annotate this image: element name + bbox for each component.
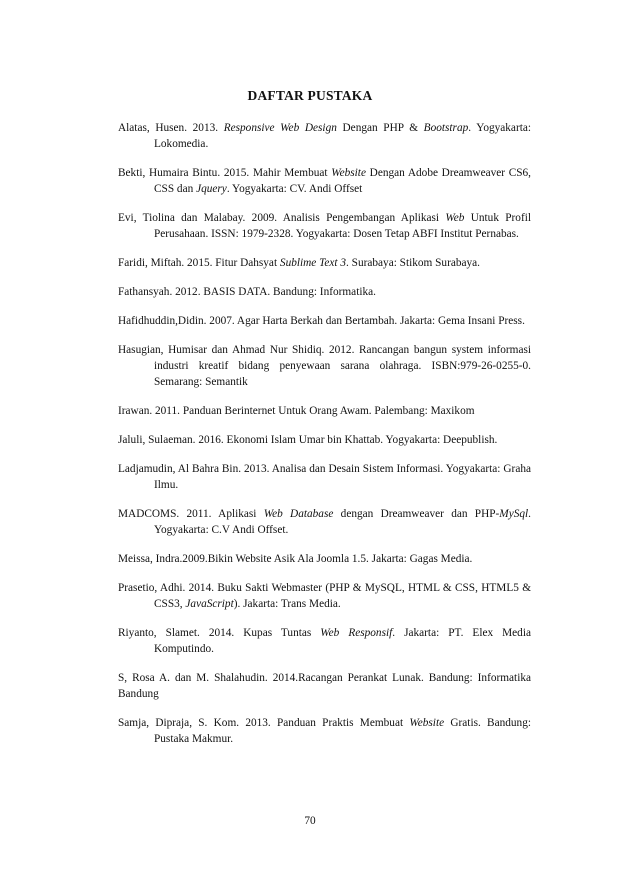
reference-italic-text: Responsive Web Design bbox=[223, 122, 337, 134]
reference-italic-text: Jquery bbox=[196, 183, 227, 195]
reference-text: Bekti, Humaira Bintu. 2015. Mahir Membuat bbox=[118, 167, 332, 179]
reference-text: ). Jakarta: Trans Media. bbox=[233, 598, 341, 610]
reference-text: . Jakarta: PT. Elex Media Komputindo. bbox=[154, 627, 531, 655]
reference-entry bbox=[118, 506, 531, 538]
reference-text: Samja, Dipraja, S. Kom. 2013. Panduan Praktis Membuat bbox=[118, 717, 410, 729]
reference-text: Hafidhuddin,Didin. 2007. Agar Harta Berkah dan Bertambah. Jakarta: Gema Insani Press. bbox=[118, 315, 525, 327]
reference-entry bbox=[118, 313, 531, 329]
reference-text: S, Rosa A. dan M. Shalahudin. 2014.Racangan Perankat Lunak. Bandung: Informatika Bandung bbox=[118, 672, 531, 700]
reference-text: Evi, Tiolina dan Malabay. 2009. Analisis Pengembangan Aplikasi bbox=[118, 212, 446, 224]
reference-italic-text: MySql bbox=[499, 508, 529, 520]
reference-text: Irawan. 2011. Panduan Berinternet Untuk Orang Awam. Palembang: Maxikom bbox=[118, 405, 475, 417]
reference-text: Prasetio, Adhi. 2014. Buku Sakti Webmaster (PHP & MySQL, HTML & CSS, HTML5 & CSS3, bbox=[118, 582, 531, 610]
reference-text: . Yogyakarta: CV. Andi Offset bbox=[226, 183, 363, 195]
reference-text: . Yogyakarta: C.V Andi Offset. bbox=[154, 508, 531, 536]
reference-entry bbox=[118, 120, 531, 152]
reference-text: MADCOMS. 2011. Aplikasi bbox=[118, 508, 264, 520]
reference-entry bbox=[118, 255, 531, 271]
reference-italic-text: Web bbox=[445, 212, 465, 224]
reference-italic-text: Website bbox=[331, 167, 366, 179]
reference-text: Untuk Profil Perusahaan. ISSN: 1979-2328. Yogyakarta: Dosen Tetap ABFI Institut Pernabas. bbox=[154, 212, 531, 240]
reference-entry bbox=[118, 670, 531, 702]
reference-text: Faridi, Miftah. 2015. Fitur Dahsyat bbox=[118, 257, 280, 269]
reference-entry bbox=[118, 551, 531, 567]
reference-text: Dengan PHP & bbox=[336, 122, 424, 134]
page-title: DAFTAR PUSTAKA bbox=[247, 88, 373, 103]
reference-entry bbox=[118, 625, 531, 657]
reference-entry bbox=[118, 403, 531, 419]
reference-text: Meissa, Indra.2009.Bikin Website Asik Ala Joomla 1.5. Jakarta: Gagas Media. bbox=[118, 553, 473, 565]
page-number: 70 bbox=[304, 815, 316, 827]
reference-text: dengan Dreamweaver dan PHP- bbox=[333, 508, 500, 520]
reference-entry bbox=[118, 461, 531, 493]
reference-text: Alatas, Husen. 2013. bbox=[118, 122, 224, 134]
reference-italic-text: Sublime Text 3 bbox=[279, 257, 347, 269]
reference-italic-text: Website bbox=[409, 717, 445, 729]
reference-entry bbox=[118, 580, 531, 612]
reference-text: . Surabaya: Stikom Surabaya. bbox=[346, 257, 480, 269]
reference-entry bbox=[118, 165, 531, 197]
reference-text: Gratis. Bandung: Pustaka Makmur. bbox=[154, 717, 531, 745]
reference-text: Jaluli, Sulaeman. 2016. Ekonomi Islam Umar bin Khattab. Yogyakarta: Deepublish. bbox=[118, 434, 498, 446]
reference-entry bbox=[118, 284, 531, 300]
reference-entry bbox=[118, 432, 531, 448]
reference-text: Ladjamudin, Al Bahra Bin. 2013. Analisa dan Desain Sistem Informasi. Yogyakarta: Graha Ilmu. bbox=[118, 463, 531, 491]
reference-text: Riyanto, Slamet. 2014. Kupas Tuntas bbox=[118, 627, 321, 639]
reference-italic-text: Web Database bbox=[263, 508, 334, 520]
reference-text: Dengan Adobe Dreamweaver CS6, CSS dan bbox=[154, 167, 531, 195]
reference-text: Fathansyah. 2012. BASIS DATA. Bandung: Informatika. bbox=[118, 286, 376, 298]
reference-text: Hasugian, Humisar dan Ahmad Nur Shidiq. 2012. Rancangan bangun system informasi industri kreatif bidang penyewaan sarana olahraga. ISBN:979-26-0255-0. Semarang: Semantik bbox=[118, 344, 531, 388]
reference-italic-text: JavaScript bbox=[185, 598, 234, 610]
reference-text: . Yogyakarta: Lokomedia. bbox=[154, 122, 531, 150]
reference-entry bbox=[118, 210, 531, 242]
reference-italic-text: Web Responsif bbox=[320, 627, 393, 639]
reference-list bbox=[118, 120, 531, 760]
reference-entry bbox=[118, 715, 531, 747]
reference-italic-text: Bootstrap bbox=[423, 122, 469, 134]
reference-entry bbox=[118, 342, 531, 390]
